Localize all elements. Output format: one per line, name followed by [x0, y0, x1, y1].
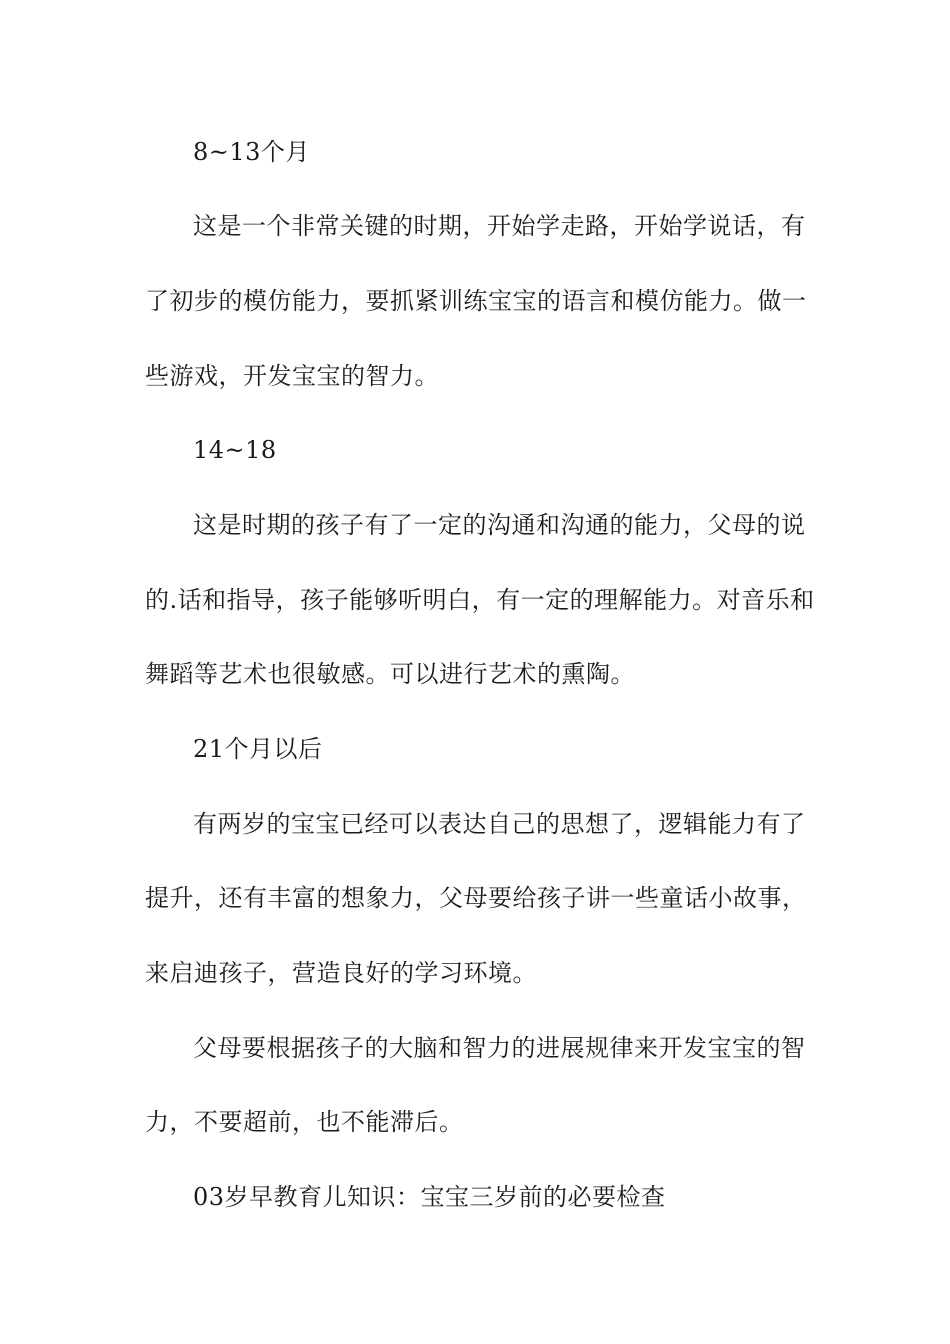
paragraph-line: 来启迪孩子，营造良好的学习环境。	[145, 959, 537, 987]
paragraph-line: 父母要根据孩子的大脑和智力的进展规律来开发宝宝的智	[193, 1034, 806, 1062]
heading-21-months: 21个月以后	[193, 735, 323, 763]
section-heading: 03岁早教育儿知识：宝宝三岁前的必要检查	[193, 1183, 666, 1211]
heading-14-18: 14~18	[193, 436, 277, 464]
paragraph-line: 了初步的模仿能力，要抓紧训练宝宝的语言和模仿能力。做一	[145, 287, 807, 315]
paragraph-line: 舞蹈等艺术也很敏感。可以进行艺术的熏陶。	[145, 660, 635, 688]
paragraph-line: 有两岁的宝宝已经可以表达自己的思想了，逻辑能力有了	[193, 810, 806, 838]
paragraph-line: 这是时期的孩子有了一定的沟通和沟通的能力，父母的说	[193, 511, 806, 539]
paragraph-line: 些游戏，开发宝宝的智力。	[145, 362, 439, 390]
paragraph-line: 力，不要超前，也不能滞后。	[145, 1108, 464, 1136]
heading-8-13-months: 8~13个月	[193, 138, 310, 166]
paragraph-line: 提升，还有丰富的想象力，父母要给孩子讲一些童话小故事，	[145, 884, 807, 912]
paragraph-line: 的.话和指导，孩子能够听明白，有一定的理解能力。对音乐和	[145, 586, 815, 614]
paragraph-line: 这是一个非常关键的时期，开始学走路，开始学说话，有	[193, 212, 806, 240]
